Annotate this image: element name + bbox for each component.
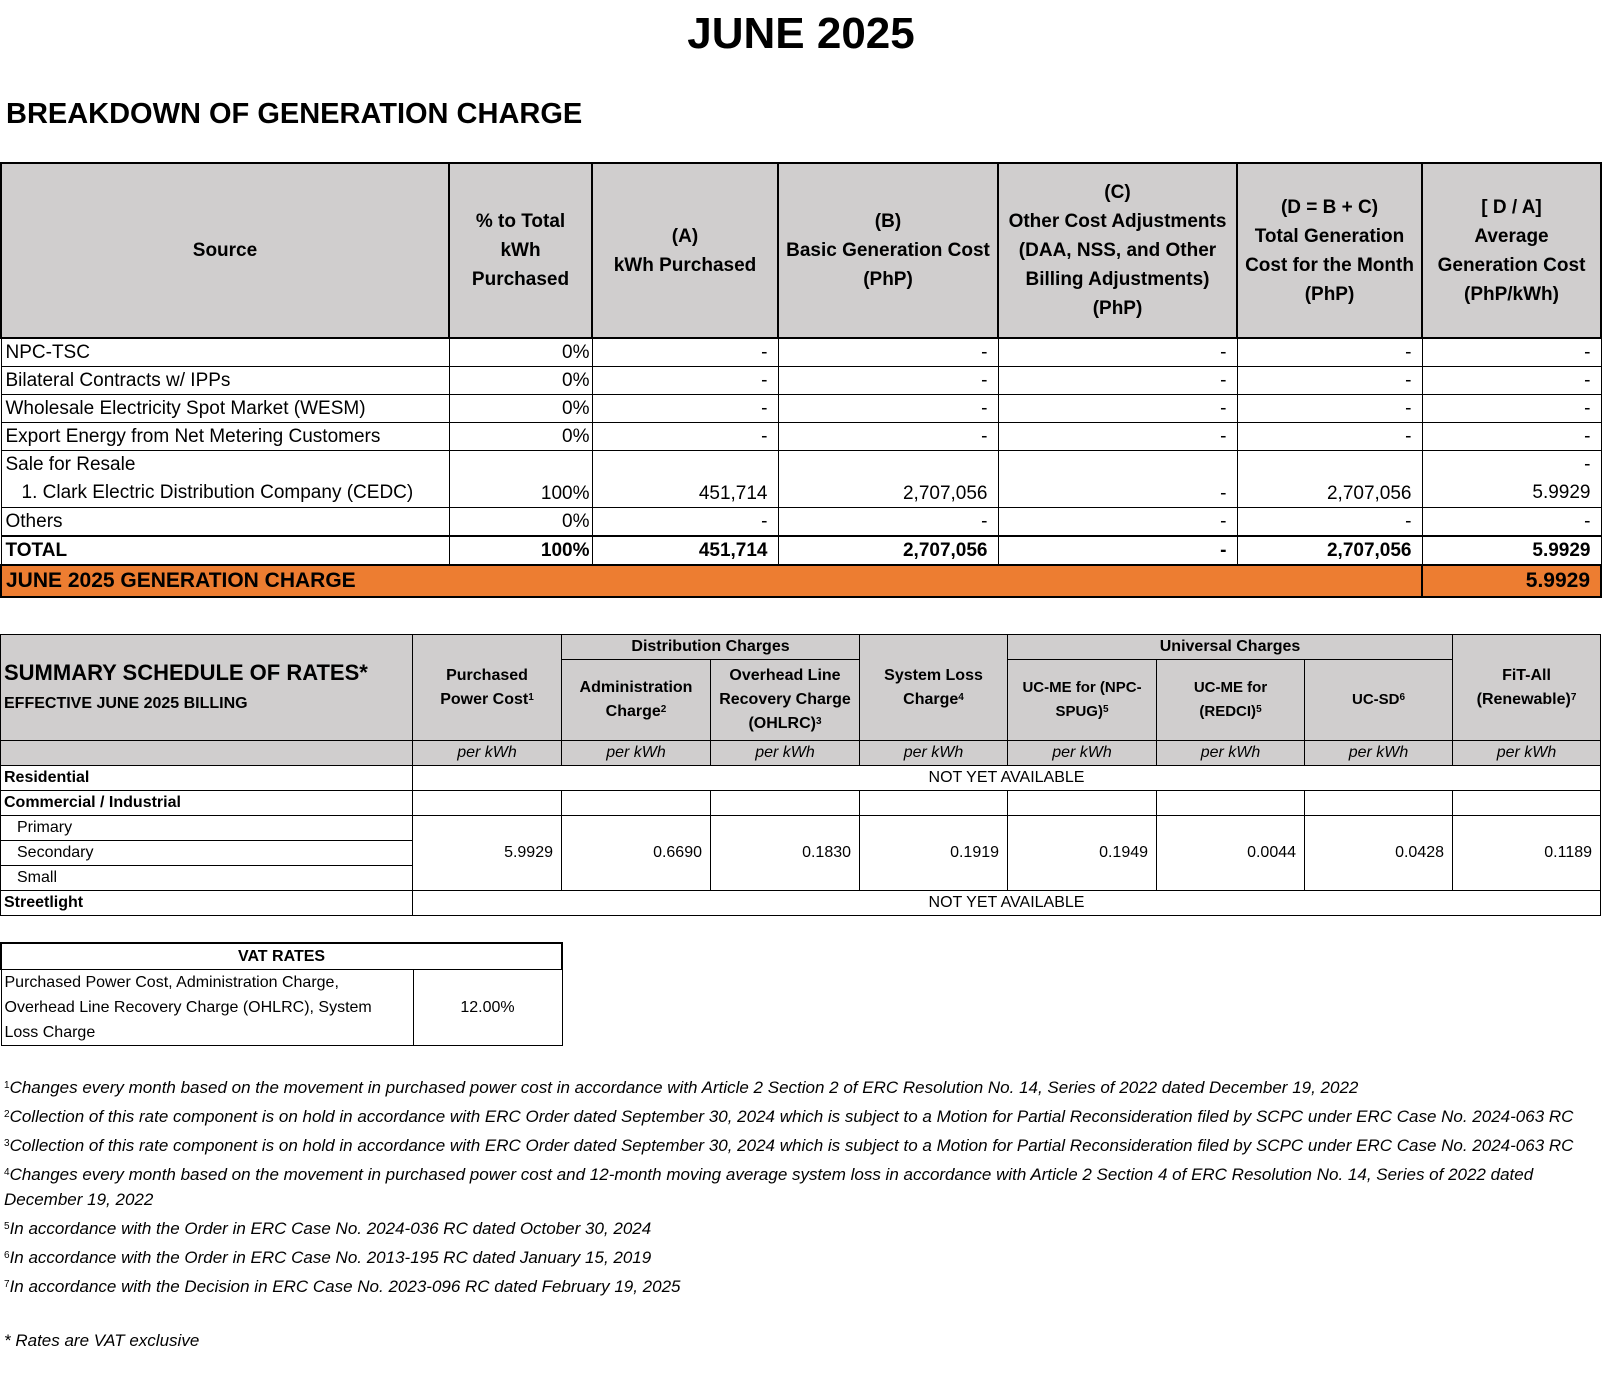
residential-status: NOT YET AVAILABLE xyxy=(413,766,1601,791)
section-title: BREAKDOWN OF GENERATION CHARGE xyxy=(6,98,583,130)
group-universal-charges: Universal Charges xyxy=(1008,635,1453,660)
row-commercial xyxy=(1,791,1601,816)
unit-blank xyxy=(1,741,413,766)
resale-label: Sale for Resale xyxy=(5,454,136,475)
empty-cell xyxy=(1453,791,1601,816)
col-ohlrc: Overhead Line Recovery Charge (OHLRC)$^3$ xyxy=(711,660,860,741)
empty-cell xyxy=(1008,791,1157,816)
header-other-adjustments: (C) Other Cost Adjustments (DAA, NSS, and Other Billing Adjustments) (PhP) xyxy=(998,163,1237,338)
commercial-label: Commercial / Industrial xyxy=(1,791,413,816)
row-basic-cost: - xyxy=(778,338,998,367)
row-average-cost: - xyxy=(1422,423,1601,451)
footnote: $^1$Changes every month based on the movement in purchased power cost in accordance with Article 2 Section 2 of ERC Resolution No. 14, Series of 2022 dated December 19, 2022 xyxy=(4,1078,1359,1097)
vat-header: VAT RATES xyxy=(1,943,562,970)
header-kwh: (A) kWh Purchased xyxy=(592,163,778,338)
resale-avg-top: - xyxy=(1584,454,1591,475)
empty-cell xyxy=(413,791,562,816)
row-source: Others xyxy=(1,508,449,537)
summary-title-cell xyxy=(1,635,413,741)
page-title: JUNE 2025 xyxy=(687,9,915,58)
col-system-loss-charge: System Loss Charge$^4$ xyxy=(860,635,1008,741)
footnotes xyxy=(4,1075,1600,1303)
row-kwh: - xyxy=(592,338,778,367)
summary-title: SUMMARY SCHEDULE OF RATES* xyxy=(4,659,368,685)
row-total-cost: 2,707,056 xyxy=(1237,451,1422,508)
empty-cell xyxy=(711,791,860,816)
value-ucme-npc-spug: 0.1949 xyxy=(1008,816,1157,891)
row-basic-cost: - xyxy=(778,395,998,423)
footnote: $^7$In accordance with the Decision in ERC Case No. 2023-096 RC dated February 19, 2025 xyxy=(4,1277,681,1296)
row-basic-cost: 2,707,056 xyxy=(778,451,998,508)
total-average-cost: 5.9929 xyxy=(1422,536,1601,565)
row-kwh: - xyxy=(592,395,778,423)
generation-header-row xyxy=(1,163,1601,338)
table-row xyxy=(1,367,1601,395)
footnote: $^4$Changes every month based on the movement in purchased power cost and 12-month moving average system loss in accordance with Article 2 Section 4 of ERC Resolution No. 14, Series of 2022 dated December 19, 2022 xyxy=(4,1165,1534,1209)
unit-label: per kWh xyxy=(860,741,1008,766)
value-administration-charge: 0.6690 xyxy=(562,816,711,891)
row-average-cost: - xyxy=(1422,508,1601,537)
residential-label: Residential xyxy=(1,766,413,791)
row-pct: 100% xyxy=(449,451,592,508)
footnote: $^5$In accordance with the Order in ERC Case No. 2024-036 RC dated October 30, 2024 xyxy=(4,1219,652,1238)
row-other-adjustments: - xyxy=(998,367,1237,395)
secondary-label: Secondary xyxy=(1,841,413,866)
header-average-cost: [ D / A] Average Generation Cost (PhP/kWh) xyxy=(1422,163,1601,338)
empty-cell xyxy=(1157,791,1305,816)
table-row xyxy=(1,508,1601,537)
unit-label: per kWh xyxy=(1008,741,1157,766)
row-other-adjustments: - xyxy=(998,451,1237,508)
row-basic-cost: - xyxy=(778,367,998,395)
total-row xyxy=(1,536,1601,565)
row-pct: 0% xyxy=(449,367,592,395)
row-basic-cost: - xyxy=(778,423,998,451)
row-source xyxy=(1,451,449,508)
total-basic-cost: 2,707,056 xyxy=(778,536,998,565)
row-source: NPC-TSC xyxy=(1,338,449,367)
value-ohlrc: 0.1830 xyxy=(711,816,860,891)
unit-row xyxy=(1,741,1601,766)
row-average-cost: - xyxy=(1422,338,1601,367)
empty-cell xyxy=(860,791,1008,816)
empty-cell xyxy=(1305,791,1453,816)
resale-avg: 5.9929 xyxy=(1532,482,1591,503)
row-total-cost: - xyxy=(1237,423,1422,451)
header-basic-cost: (B) Basic Generation Cost (PhP) xyxy=(778,163,998,338)
value-uc-sd: 0.0428 xyxy=(1305,816,1453,891)
summary-rates-table xyxy=(0,634,1601,916)
row-average-cost xyxy=(1422,451,1601,508)
vat-rate: 12.00% xyxy=(413,970,562,1046)
row-other-adjustments: - xyxy=(998,423,1237,451)
col-purchased-power-cost: Purchased Power Cost$^1$ xyxy=(413,635,562,741)
value-purchased-power-cost: 5.9929 xyxy=(413,816,562,891)
unit-label: per kWh xyxy=(711,741,860,766)
header-total-cost: (D = B + C) Total Generation Cost for the Month (PhP) xyxy=(1237,163,1422,338)
streetlight-status: NOT YET AVAILABLE xyxy=(413,891,1601,916)
footnote: $^3$Collection of this rate component is on hold in accordance with ERC Order dated September 30, 2024 which is subject to a Motion for Partial Reconsideration filed by SCPC under ERC Case No. 2024-063 RC xyxy=(4,1136,1574,1155)
row-kwh: - xyxy=(592,423,778,451)
header-source: Source xyxy=(1,163,449,338)
summary-subtitle: EFFECTIVE JUNE 2025 BILLING xyxy=(4,694,248,712)
generation-charge-row xyxy=(1,565,1601,597)
vat-exclusive-note: * Rates are VAT exclusive xyxy=(4,1331,200,1350)
row-kwh: - xyxy=(592,508,778,537)
generation-charge-table xyxy=(0,162,1602,598)
small-label: Small xyxy=(1,866,413,891)
total-label: TOTAL xyxy=(1,536,449,565)
row-total-cost: - xyxy=(1237,338,1422,367)
row-total-cost: - xyxy=(1237,367,1422,395)
row-total-cost: - xyxy=(1237,508,1422,537)
row-pct: 0% xyxy=(449,338,592,367)
row-source: Wholesale Electricity Spot Market (WESM) xyxy=(1,395,449,423)
total-total-cost: 2,707,056 xyxy=(1237,536,1422,565)
unit-label: per kWh xyxy=(562,741,711,766)
table-row xyxy=(1,338,1601,367)
group-distribution-charges: Distribution Charges xyxy=(562,635,860,660)
row-pct: 0% xyxy=(449,395,592,423)
col-administration-charge: Administration Charge$^2$ xyxy=(562,660,711,741)
value-system-loss-charge: 0.1919 xyxy=(860,816,1008,891)
total-other-adjustments: - xyxy=(998,536,1237,565)
row-other-adjustments: - xyxy=(998,395,1237,423)
value-ucme-redci: 0.0044 xyxy=(1157,816,1305,891)
total-kwh: 451,714 xyxy=(592,536,778,565)
table-row xyxy=(1,395,1601,423)
footnote: $^2$Collection of this rate component is on hold in accordance with ERC Order dated September 30, 2024 which is subject to a Motion for Partial Reconsideration filed by SCPC under ERC Case No. 2024-063 RC xyxy=(4,1107,1574,1126)
row-streetlight xyxy=(1,891,1601,916)
row-source: Export Energy from Net Metering Customers xyxy=(1,423,449,451)
unit-label: per kWh xyxy=(1305,741,1453,766)
footnote: $^6$In accordance with the Order in ERC Case No. 2013-195 RC dated January 15, 2019 xyxy=(4,1248,652,1267)
col-ucme-npc-spug: UC-ME for (NPC- SPUG)$^5$ xyxy=(1008,660,1157,741)
unit-label: per kWh xyxy=(1453,741,1601,766)
row-pct: 0% xyxy=(449,423,592,451)
unit-label: per kWh xyxy=(413,741,562,766)
generation-charge-label: JUNE 2025 GENERATION CHARGE xyxy=(1,565,1422,597)
col-ucme-redci: UC-ME for (REDCI)$^5$ xyxy=(1157,660,1305,741)
table-row xyxy=(1,423,1601,451)
col-fit-all: FiT-All (Renewable)$^7$ xyxy=(1453,635,1601,741)
generation-charge-value: 5.9929 xyxy=(1422,565,1601,597)
unit-label: per kWh xyxy=(1157,741,1305,766)
row-average-cost: - xyxy=(1422,395,1601,423)
header-pct: % to Total kWh Purchased xyxy=(449,163,592,338)
row-kwh: 451,714 xyxy=(592,451,778,508)
vat-rates-table xyxy=(0,942,563,1046)
row-other-adjustments: - xyxy=(998,508,1237,537)
table-row-resale xyxy=(1,451,1601,508)
row-total-cost: - xyxy=(1237,395,1422,423)
row-primary xyxy=(1,816,1601,841)
streetlight-label: Streetlight xyxy=(1,891,413,916)
empty-cell xyxy=(562,791,711,816)
row-source: Bilateral Contracts w/ IPPs xyxy=(1,367,449,395)
row-pct: 0% xyxy=(449,508,592,537)
resale-sub-label: 1. Clark Electric Distribution Company (CEDC) xyxy=(21,482,414,503)
col-uc-sd: $UC-SD^6$ xyxy=(1305,660,1453,741)
value-fit-all: 0.1189 xyxy=(1453,816,1601,891)
row-residential xyxy=(1,766,1601,791)
total-pct: 100% xyxy=(449,536,592,565)
vat-label: Purchased Power Cost, Administration Charge, Overhead Line Recovery Charge (OHLRC), System Loss Charge xyxy=(1,970,413,1046)
row-kwh: - xyxy=(592,367,778,395)
row-other-adjustments: - xyxy=(998,338,1237,367)
row-basic-cost: - xyxy=(778,508,998,537)
row-average-cost: - xyxy=(1422,367,1601,395)
primary-label: Primary xyxy=(1,816,413,841)
